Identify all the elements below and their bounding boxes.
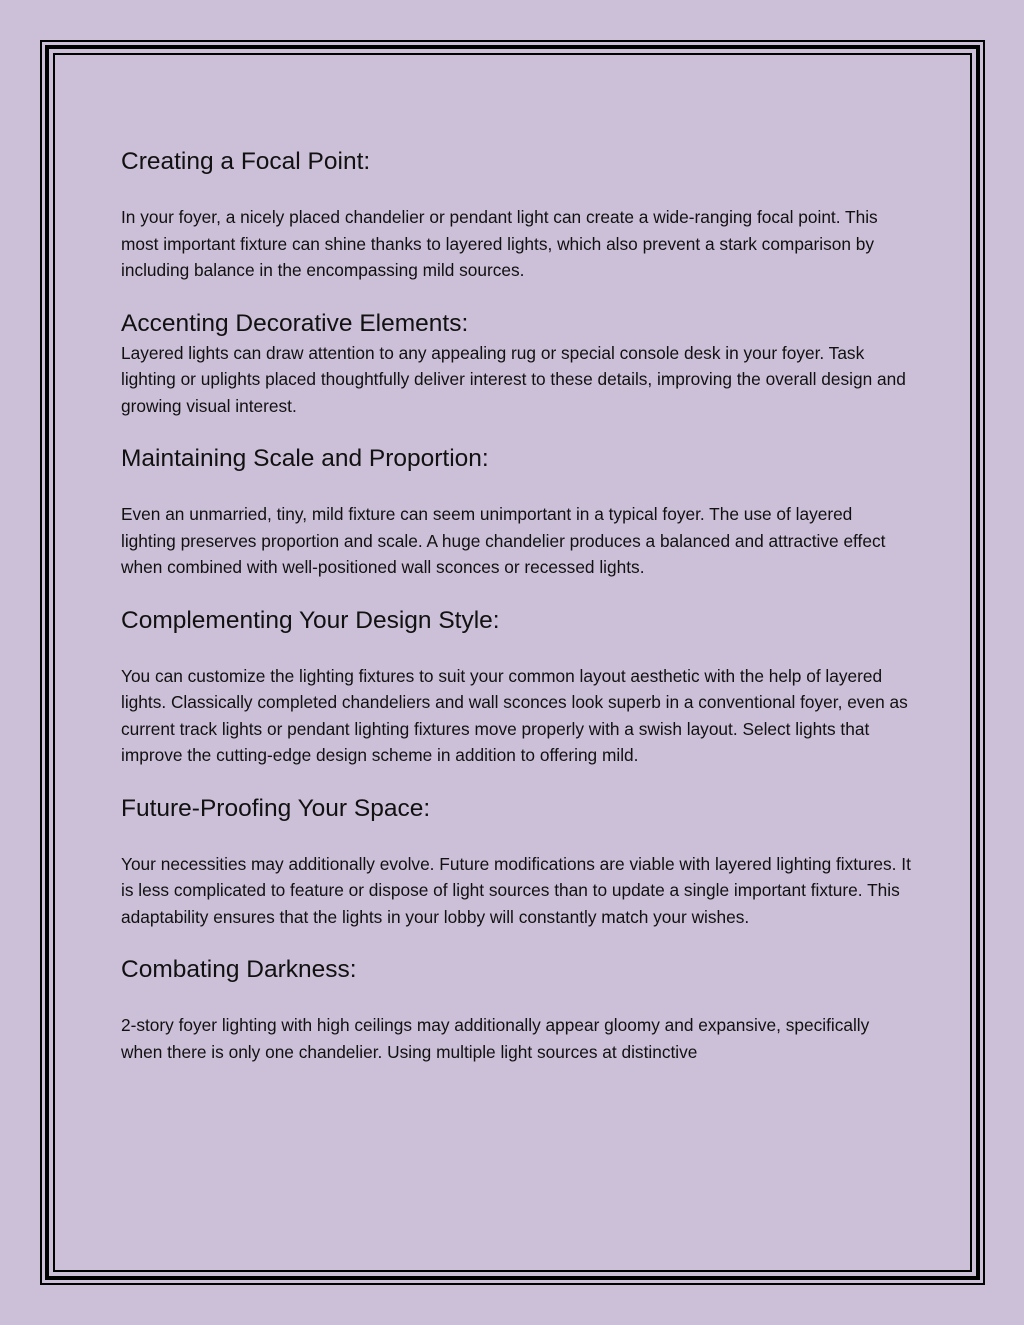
- section-heading-future-proofing: Future-Proofing Your Space:: [121, 794, 431, 822]
- section-body-design-style: You can customize the lighting fixtures to suit your common layout aesthetic with the help of layered lights. Classically completed chandeliers and wall sconces look superb in a conventional foyer, even as current track lights or pendant lighting fixtures move properly with a swish layout. Select lights that improve the cutting-edge design scheme in addition to offering mild.: [121, 665, 908, 765]
- section-heading-design-style: Complementing Your Design Style:: [121, 606, 500, 634]
- section-heading-combating-darkness: Combating Darkness:: [121, 956, 357, 983]
- section-heading-focal-point: Creating a Focal Point:: [121, 148, 371, 175]
- section-body-focal-point: In your foyer, a nicely placed chandelier or pendant light can create a wide-ranging focal point. This most important fixture can shine thanks to layered lights, which also prevent a stark comparison by including balance in the encompassing mild sources.: [121, 207, 878, 280]
- section-body-future-proofing: Your necessities may additionally evolve. Future modifications are viable with layered lighting fixtures. It is less complicated to feature or dispose of light sources than to update a single important fixture. This adaptability ensures that the lights in your lobby will constantly match your wishes.: [121, 853, 911, 927]
- section-body-combating-darkness: 2-story foyer lighting with high ceilings may additionally appear gloomy and expansive, specifically when there is only one chandelier. Using multiple light sources at distinctive: [121, 1015, 870, 1062]
- section-body-scale-proportion: Even an unmarried, tiny, mild fixture can seem unimportant in a typical foyer. The use of layered lighting preserves proportion and scale. A huge chandelier produces a balanced and attractive effect when combined with well-positioned wall sconces or recessed lights.: [121, 504, 886, 577]
- document-body: [121, 146, 911, 1065]
- section-heading-scale-proportion: Maintaining Scale and Proportion:: [121, 445, 489, 472]
- section-heading-decorative-elements: Accenting Decorative Elements:: [121, 309, 469, 337]
- section-body-decorative-elements: Layered lights can draw attention to any appealing rug or special console desk in your foyer. Task lighting or uplights placed thoughtfully deliver interest to these details, improving the overall design and growing visual interest.: [121, 342, 906, 416]
